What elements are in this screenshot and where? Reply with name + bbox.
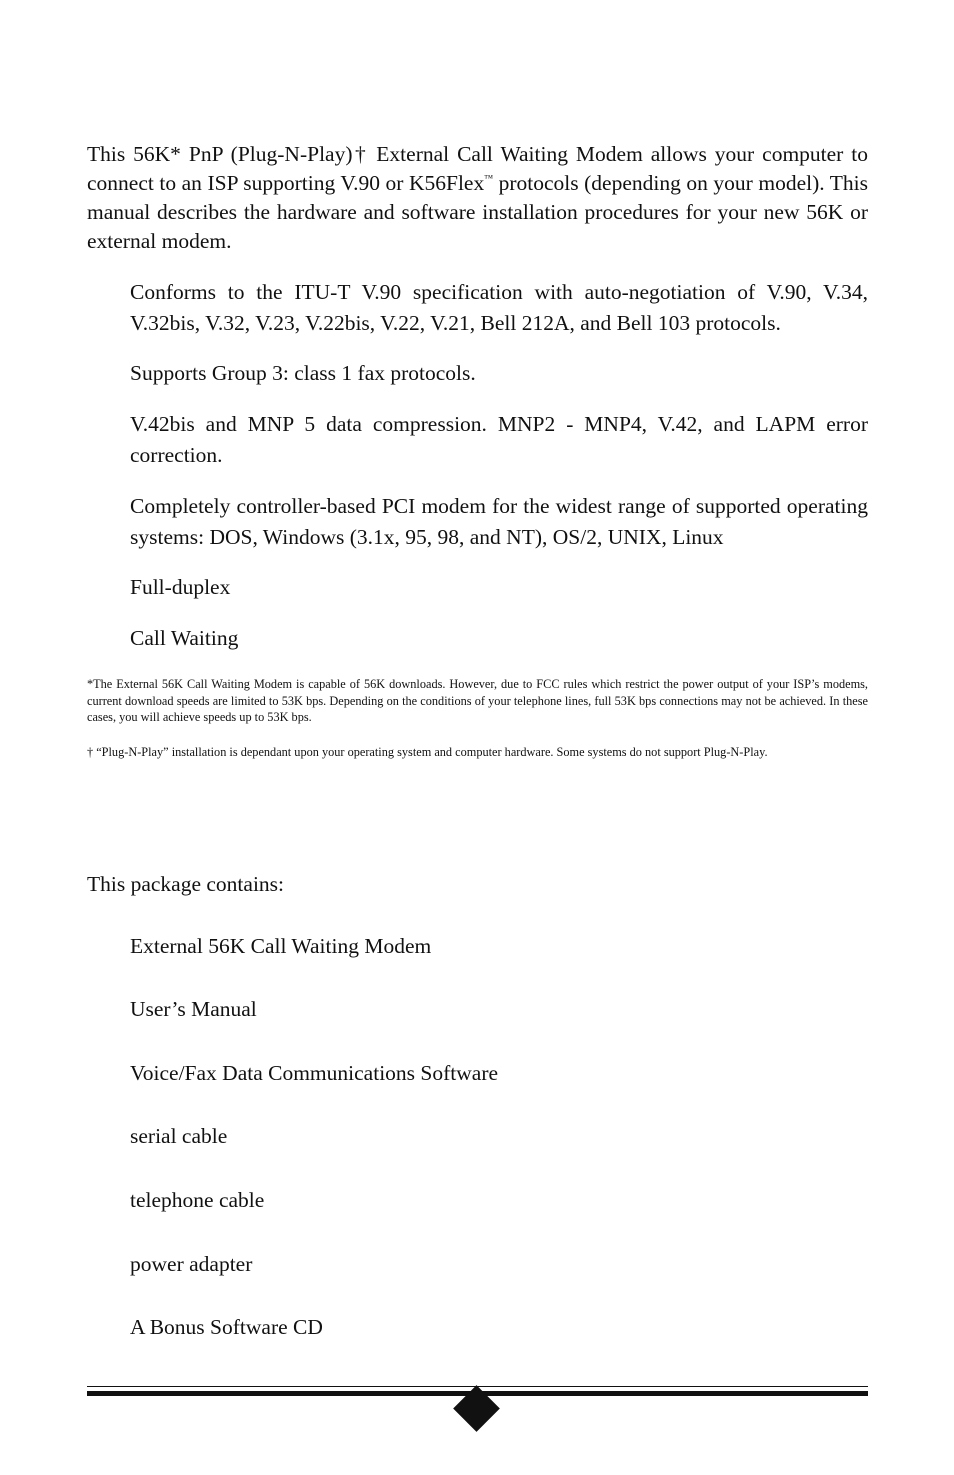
package-item-bonus-cd: A Bonus Software CD [130,1315,323,1339]
package-item-manual: User’s Manual [130,997,257,1021]
package-item-modem: External 56K Call Waiting Modem [130,934,432,958]
intro-text-part1: This 56K* PnP (Plug-N-Play)† External Call Waiting Modem allows your computer to connect to an ISP supporting V.90 or K56Flex [87,142,868,195]
document-page [87,0,868,1475]
package-item-software: Voice/Fax Data Communications Software [130,1061,499,1085]
feature-item-full-duplex: Full-duplex [130,575,231,599]
intro-paragraph [87,140,868,256]
intro-text-part2: protocols (depending on your model). This manual describes the hardware and software installation procedures for your new 56K or external modem. [87,171,868,253]
feature-item-os-support: Completely controller-based PCI modem for the widest range of supported operating systems: DOS, Windows (3.1x, 95, 98, and NT), OS/2, UNIX, Linux [130,494,868,549]
feature-item-fax: Supports Group 3: class 1 fax protocols. [130,361,476,385]
trademark-symbol: ™ [484,173,494,183]
feature-item-call-waiting: Call Waiting [130,626,239,650]
package-item-telephone-cable: telephone cable [130,1188,265,1212]
feature-item-compression: V.42bis and MNP 5 data compression. MNP2 - MNP4, V.42, and LAPM error correction. [130,412,868,467]
footnote-plug-n-play: † “Plug-N-Play” installation is dependant upon your operating system and computer hardware. Some systems do not support Plug-N-Play. [87,745,768,759]
feature-item-standards: Conforms to the ITU-T V.90 specification with auto-negotiation of V.90, V.34, V.32bis, V.32, V.23, V.22bis, V.22, V.21, Bell 212A, and Bell 103 protocols. [130,280,868,335]
footnote-56k: *The External 56K Call Waiting Modem is capable of 56K downloads. However, due to FCC rules which restrict the power output of your ISP’s modems, current download speeds are limited to 53K bps. Depending on the conditions of your telephone lines, full 53K bps connections may not be achieved. In these cases, you will achieve speeds up to 53K bps. [87,677,868,725]
package-item-power-adapter: power adapter [130,1252,253,1276]
package-item-serial-cable: serial cable [130,1124,228,1148]
package-contents-heading: This package contains: [87,872,285,896]
